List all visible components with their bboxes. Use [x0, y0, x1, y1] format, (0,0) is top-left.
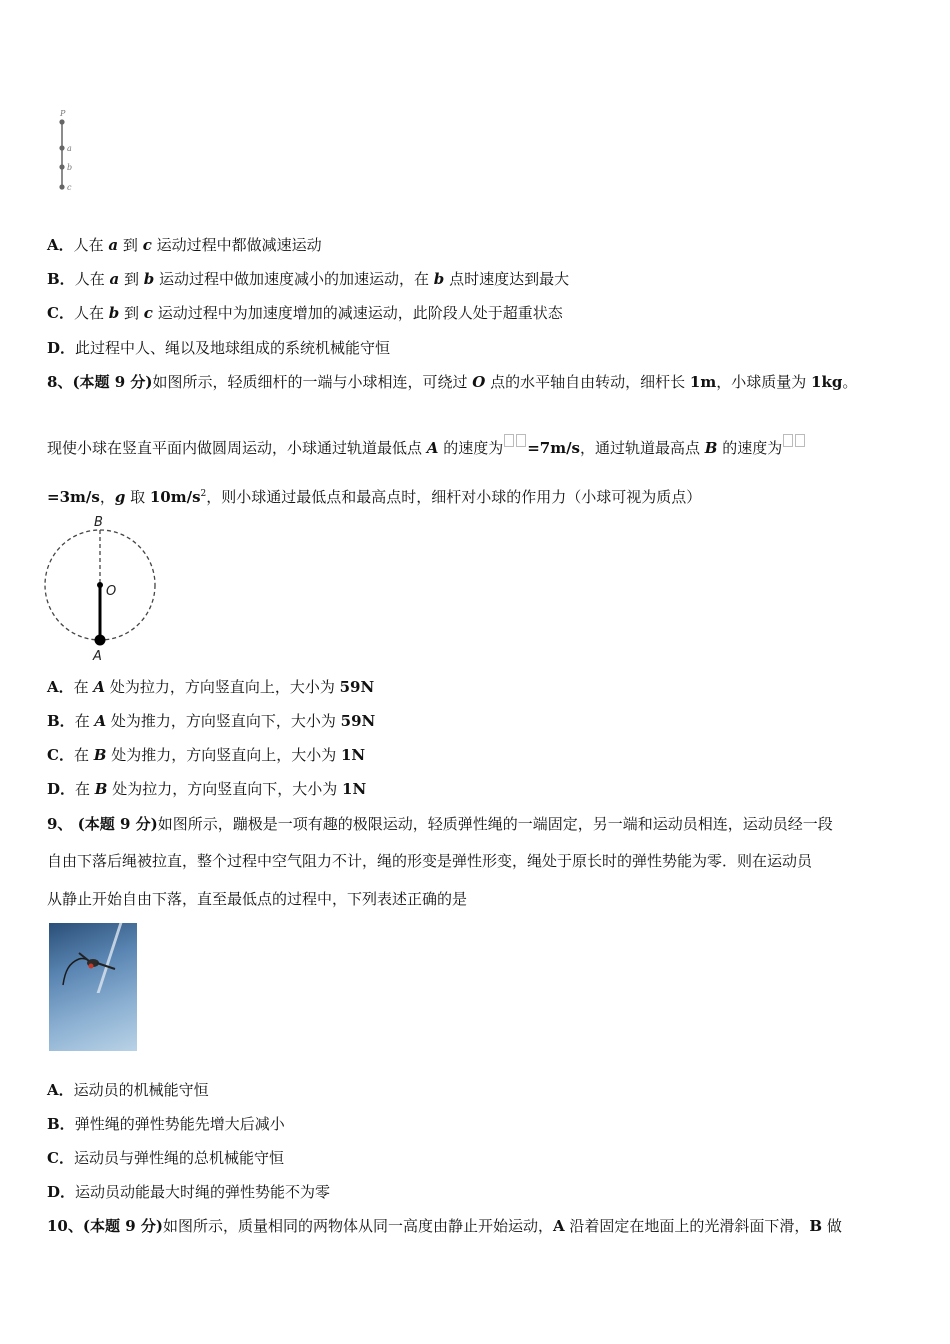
- q9-stem-line1: 9、 (本题 9 分)如图所示，蹦极是一项有趣的极限运动，轻质弹性绳的一端固定，另一端和运动员相连，运动员经一段: [47, 815, 833, 833]
- label-o: O: [106, 584, 117, 599]
- q8-stem-line1: 8、(本题 9 分)如图所示，轻质细杆的一端与小球相连，可绕过 O 点的水平轴自由转动，细杆长 1m，小球质量为 1kg。: [47, 373, 858, 391]
- point-c: [59, 184, 64, 189]
- q9-option-d: D．运动员动能最大时绳的弹性势能不为零: [47, 1183, 331, 1201]
- q8-option-d: D．在 B 处为拉力，方向竖直向下，大小为 1N: [47, 780, 367, 798]
- missing-glyph-icon: [516, 434, 526, 447]
- missing-glyph-icon: [783, 434, 793, 447]
- q7-option-b: B．人在 a 到 b 运动过程中做加速度减小的加速运动，在 b 点时速度达到最大: [47, 270, 570, 288]
- circle-rod-figure: [40, 510, 165, 665]
- point-p: [59, 119, 64, 124]
- point-a: [59, 145, 64, 150]
- missing-glyph-icon: [504, 434, 514, 447]
- pivot-o: [97, 582, 103, 588]
- ball: [95, 635, 106, 646]
- q9-option-a: A．运动员的机械能守恒: [47, 1081, 209, 1099]
- q9-option-c: C．运动员与弹性绳的总机械能守恒: [47, 1149, 284, 1167]
- q9-option-b: B．弹性绳的弹性势能先增大后减小: [47, 1115, 285, 1133]
- pabc-figure: [50, 105, 90, 197]
- q8-option-b: B．在 A 处为推力，方向竖直向下，大小为 59N: [47, 712, 376, 730]
- label-c: c: [67, 183, 72, 192]
- q9-stem-line3: 从静止开始自由下落，直至最低点的过程中，下列表述正确的是: [47, 890, 468, 908]
- label-b: b: [67, 163, 73, 172]
- q8-option-c: C．在 B 处为推力，方向竖直向上，大小为 1N: [47, 746, 366, 764]
- label-a: A: [93, 649, 102, 664]
- q9-stem-line2: 自由下落后绳被拉直，整个过程中空气阻力不计，绳的形变是弹性形变，绳处于原长时的弹性势能为零．则在运动员: [47, 852, 813, 870]
- missing-glyph-icon: [795, 434, 805, 447]
- bungee-photo: [49, 923, 137, 1051]
- q7-option-a: A．人在 a 到 c 运动过程中都做减速运动: [47, 236, 322, 254]
- q8-stem-line3: =3m/s，g 取 $10m/s^2$，则小球通过最低点和最高点时，细杆对小球的作用力（小球可视为质点）: [47, 488, 702, 506]
- q7-option-d: D．此过程中人、绳以及地球组成的系统机械能守恒: [47, 339, 391, 357]
- label-b: B: [94, 515, 103, 530]
- label-p: P: [60, 109, 66, 118]
- q8-option-a: A．在 A 处为拉力，方向竖直向上，大小为 59N: [47, 678, 375, 696]
- label-a: a: [67, 144, 72, 153]
- q8-stem-line2: 现使小球在竖直平面内做圆周运动，小球通过轨道最低点 A 的速度为 =7m/s，通过轨道最高点 B 的速度为: [47, 434, 806, 458]
- q7-option-c: C．人在 b 到 c 运动过程中为加速度增加的减速运动，此阶段人处于超重状态: [47, 304, 563, 322]
- q10-stem-line1: 10、(本题 9 分)如图所示，质量相同的两物体从同一高度由静止开始运动，A 沿着固定在地面上的光滑斜面下滑，B 做: [47, 1217, 842, 1235]
- jumper-helmet: [89, 964, 94, 969]
- point-b: [59, 164, 64, 169]
